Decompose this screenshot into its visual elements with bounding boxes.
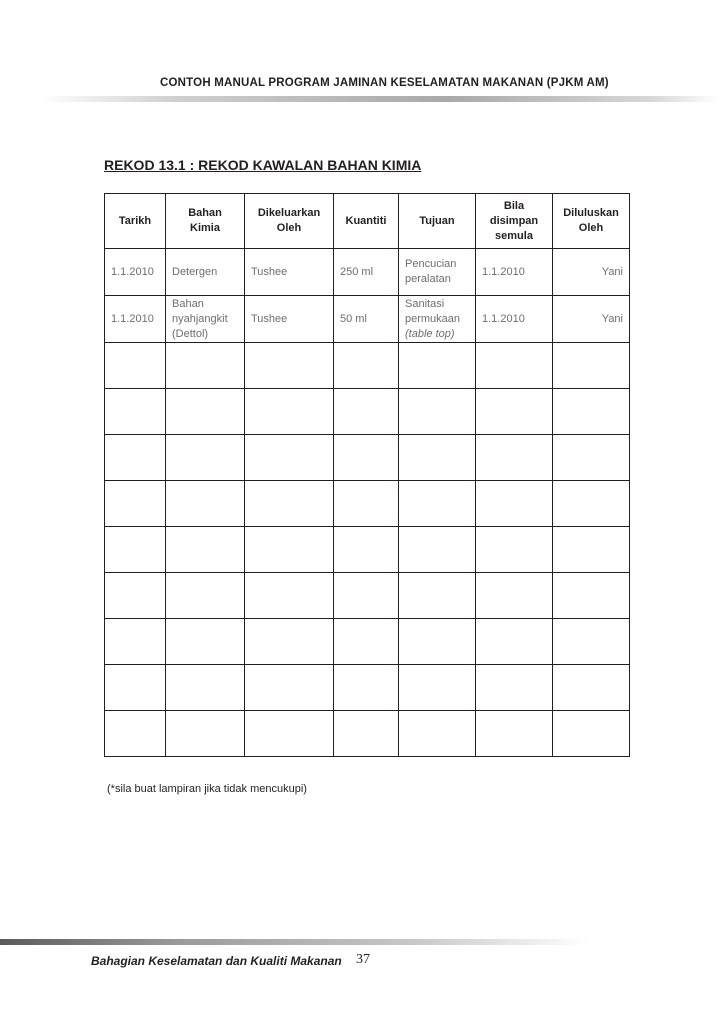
header-diluluskan-oleh: Diluluskan Oleh (553, 194, 630, 249)
empty-cell (105, 389, 166, 435)
empty-cell (399, 527, 476, 573)
empty-cell (476, 481, 553, 527)
cell-dikeluarkan-oleh: Tushee (245, 296, 334, 343)
header-title: CONTOH MANUAL PROGRAM JAMINAN KESELAMATAN MAKANAN (PJKM AM) (160, 77, 609, 89)
footnote: (*sila buat lampiran jika tidak mencukupi) (107, 783, 307, 795)
empty-cell (476, 619, 553, 665)
empty-table-row (105, 481, 630, 527)
empty-cell (553, 711, 630, 757)
empty-cell (166, 435, 245, 481)
empty-table-row (105, 389, 630, 435)
footer-department: Bahagian Keselamatan dan Kualiti Makanan (91, 954, 342, 968)
empty-cell (334, 619, 399, 665)
section-title: REKOD 13.1 : REKOD KAWALAN BAHAN KIMIA (104, 157, 422, 173)
empty-table-row (105, 343, 630, 389)
empty-cell (399, 481, 476, 527)
empty-table-row (105, 435, 630, 481)
empty-cell (399, 343, 476, 389)
empty-cell (553, 665, 630, 711)
empty-cell (166, 573, 245, 619)
page-number: 37 (356, 952, 370, 967)
footer-divider (0, 939, 590, 945)
empty-cell (553, 435, 630, 481)
cell-dikeluarkan-oleh: Tushee (245, 249, 334, 296)
cell-tarikh: 1.1.2010 (105, 296, 166, 343)
header-bahan-kimia: Bahan Kimia (166, 194, 245, 249)
header-kuantiti: Kuantiti (334, 194, 399, 249)
empty-cell (476, 573, 553, 619)
empty-cell (105, 435, 166, 481)
empty-cell (166, 711, 245, 757)
empty-cell (334, 435, 399, 481)
empty-cell (553, 389, 630, 435)
empty-cell (334, 343, 399, 389)
cell-tujuan: Pencucian peralatan (399, 249, 476, 296)
empty-cell (245, 389, 334, 435)
empty-cell (399, 665, 476, 711)
empty-cell (105, 665, 166, 711)
empty-cell (105, 343, 166, 389)
empty-cell (476, 343, 553, 389)
cell-bila-disimpan-semula: 1.1.2010 (476, 296, 553, 343)
empty-table-row (105, 619, 630, 665)
empty-cell (105, 481, 166, 527)
empty-cell (245, 573, 334, 619)
empty-table-row (105, 711, 630, 757)
empty-cell (553, 619, 630, 665)
empty-cell (105, 527, 166, 573)
cell-bahan-kimia: Bahan nyahjangkit (Dettol) (166, 296, 245, 343)
empty-table-row (105, 665, 630, 711)
empty-cell (476, 527, 553, 573)
empty-cell (334, 711, 399, 757)
header-bila-disimpan-semula: Bila disimpan semula (476, 194, 553, 249)
empty-cell (476, 711, 553, 757)
empty-cell (105, 711, 166, 757)
empty-cell (399, 573, 476, 619)
empty-table-row (105, 527, 630, 573)
empty-table-row (105, 573, 630, 619)
empty-cell (166, 343, 245, 389)
header-dikeluarkan-oleh: Dikeluarkan Oleh (245, 194, 334, 249)
cell-bahan-kimia: Detergen (166, 249, 245, 296)
empty-cell (334, 573, 399, 619)
empty-cell (245, 481, 334, 527)
empty-cell (105, 619, 166, 665)
empty-cell (166, 389, 245, 435)
empty-cell (166, 527, 245, 573)
chemical-control-record-table (104, 193, 630, 757)
empty-cell (476, 435, 553, 481)
empty-cell (245, 343, 334, 389)
table-row (105, 249, 630, 296)
empty-cell (105, 573, 166, 619)
empty-cell (334, 527, 399, 573)
header-tarikh: Tarikh (105, 194, 166, 249)
cell-tujuan: Sanitasi permukaan (table top) (399, 296, 476, 343)
empty-cell (399, 435, 476, 481)
cell-kuantiti: 250 ml (334, 249, 399, 296)
header-tujuan: Tujuan (399, 194, 476, 249)
table-header-row (105, 194, 630, 249)
empty-cell (334, 481, 399, 527)
cell-diluluskan-oleh: Yani (553, 296, 630, 343)
empty-cell (245, 527, 334, 573)
empty-cell (553, 527, 630, 573)
empty-cell (245, 665, 334, 711)
header-divider (40, 96, 720, 102)
cell-kuantiti: 50 ml (334, 296, 399, 343)
empty-cell (476, 665, 553, 711)
empty-cell (166, 619, 245, 665)
empty-cell (166, 481, 245, 527)
cell-diluluskan-oleh: Yani (553, 249, 630, 296)
empty-cell (553, 573, 630, 619)
empty-cell (399, 619, 476, 665)
cell-bila-disimpan-semula: 1.1.2010 (476, 249, 553, 296)
cell-tarikh: 1.1.2010 (105, 249, 166, 296)
empty-cell (399, 389, 476, 435)
empty-cell (245, 711, 334, 757)
empty-cell (399, 711, 476, 757)
table-row (105, 296, 630, 343)
empty-cell (553, 481, 630, 527)
empty-cell (245, 619, 334, 665)
empty-cell (334, 389, 399, 435)
empty-cell (334, 665, 399, 711)
empty-cell (553, 343, 630, 389)
empty-cell (476, 389, 553, 435)
empty-cell (245, 435, 334, 481)
empty-cell (166, 665, 245, 711)
